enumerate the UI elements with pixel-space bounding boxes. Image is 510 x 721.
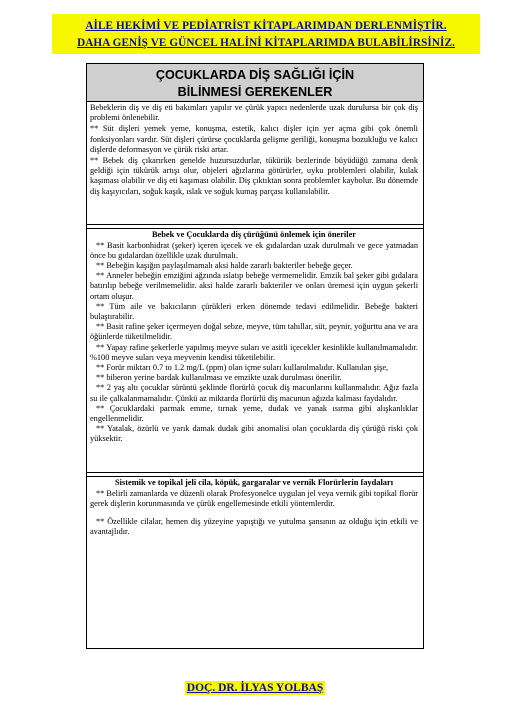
- list-item: ** Belirli zamanlarda ve düzenli olarak Profesyonelce uygulan jel veya vernik gibi topikal florür gerek dişlerin korunmasında ve çürük engellemesinde etkili yöntemlerdir.: [90, 488, 418, 508]
- list-item: ** Tüm aile ve bakıcıların çürükleri erken dönemde tedavi edilmelidir. Bebeğe bakteri bulaştırabilir.: [90, 301, 418, 321]
- list-item: ** Anneler bebeğin emziğini ağzında ıslatıp bebeğe vermemelidir. Emzik bal şeker gibi gıdalara batırılıp bebeğe verilmemelidir. aksi halde zararlı bakteriler ve onları üremesi için uygun şekerli ortam oluşur.: [90, 271, 418, 301]
- prevention-heading: Bebek ve Çocuklarda diş çürüğünü önlemek için öneriler: [151, 230, 357, 239]
- prevention-section: [86, 230, 422, 445]
- intro-paragraph-2: ** Süt dişleri yemek yeme, konuşma, estetik, kalıcı dişler için yer açma gibi çok önemli fonksiyonları vardır. Süt dişleri çürürse çocuklarda gelişme geriliği, konuşma bozukluğu ve kalıcı dişlerde deformasyon ve çürük riski artar.: [90, 124, 418, 154]
- list-item: ** Basit karbonhidrat (şeker) içeren içecek ve ek gıdalardan uzak durulmalı ve gece yatmadan önce bu gıdalardan özellikle uzak durulmalı.: [90, 240, 418, 260]
- section-divider: [86, 224, 424, 225]
- banner-line-2: DAHA GENİŞ VE GÜNCEL HALİNİ KİTAPLARIMDA BULABİLİRSİNİZ.: [77, 37, 455, 49]
- list-item: ** Yatalak, özürlü ve yarık damak dudak gibi anomalisi olan çocuklarda diş çürüğü riski çok yüksektir.: [90, 424, 418, 444]
- fluoride-section: [86, 478, 422, 537]
- page-title-line-2: BİLİNMESİ GEREKENLER: [177, 85, 333, 99]
- list-item: ** biberon yerine bardak kullanılması ve emzikte uzak durulması önerilir.: [96, 373, 342, 383]
- page-title-line-1: ÇOCUKLARDA DİŞ SAĞLIĞI İÇİN: [155, 68, 355, 82]
- intro-paragraph-1: Bebeklerin diş ve diş eti bakımları yapılır ve çürük yapıcı nedenlerde uzak durulursa bir çok diş problemi önlenebilir.: [90, 103, 418, 123]
- page-title-box: [86, 63, 424, 102]
- fluoride-heading: Sistemik ve topikal jeli cila, köpük, gargaralar ve vernik Florürlerin faydaları: [114, 478, 394, 487]
- banner-line-1: AİLE HEKİMİ VE PEDİATRİST KİTAPLARIMDAN DERLENMİŞTİR.: [85, 20, 447, 32]
- intro-section: [86, 102, 422, 222]
- list-item: ** Bebeğin kaşığın paylaşılmamalı aksi halde zararlı bakteriler bebeğe geçer.: [96, 260, 353, 270]
- fluoride-list: [86, 489, 422, 538]
- section-divider: [86, 476, 424, 477]
- list-item: ** Forür miktarı 0.7 to 1.2 mg/L (ppm) olan içme suları kullanılmalıdır. Kullanılan şişe,: [96, 362, 389, 372]
- author-signature: [0, 678, 510, 696]
- list-item: ** Basit rafine şeker içermeyen doğal sebze, meyve, tüm tahıllar, süt, peynir, yoğurttu ana ve ara öğünlerde tüketilmelidir.: [90, 322, 418, 342]
- list-item: ** Çocuklardaki parmak emme, tırnak yeme, dudak ve yanak ısırma gibi alışkanlıklar engellenmelidir.: [90, 403, 418, 423]
- section-divider: [86, 472, 424, 473]
- intro-paragraph-3: ** Bebek diş çıkarırken genelde huzursuzdurlar, tükürük bezlerinde büyüdüğü zamana denk geldiği için tükürük artışı olur, objeleri ağızlarına götürürler, uyku problemleri olabilir, kulak kaşıması olabilir ve diş eti kaşıması olabilir. Diş çıktıktan sonra problemler kaybolur. Bu dönemde diş kaşıyıcıları, soğuk kaşık, ıslak ve soğuk kumaş parçası kullanılabilir.: [90, 156, 418, 196]
- list-item: ** 2 yaş altı çocuklar sürüntü şeklinde florürlü çocuk diş macunlarını kullanmalıdır. Ağız fazla su ile çalkalanmamalıdır. Çünkü az miktarda florürlü diş macunun ağızda kalması faydalıdır.: [90, 383, 418, 403]
- author-name: DOÇ. DR. İLYAS YOLBAŞ: [186, 682, 324, 694]
- section-divider: [86, 228, 424, 229]
- list-item: ** Özellikle cilalar, hemen diş yüzeyine yapıştığı ve yutulma şansının az olduğu için etkili ve avantajlıdır.: [90, 516, 418, 537]
- list-item: ** Yapay rafine şekerlerle yapılmış meyve suları ve asitli içecekler kesinlikle kullanılmamalıdır. %100 meyve suları veya meyvenin kendisi tüketilebilir.: [90, 342, 418, 362]
- prevention-list: [86, 241, 422, 445]
- header-banner: [52, 14, 480, 54]
